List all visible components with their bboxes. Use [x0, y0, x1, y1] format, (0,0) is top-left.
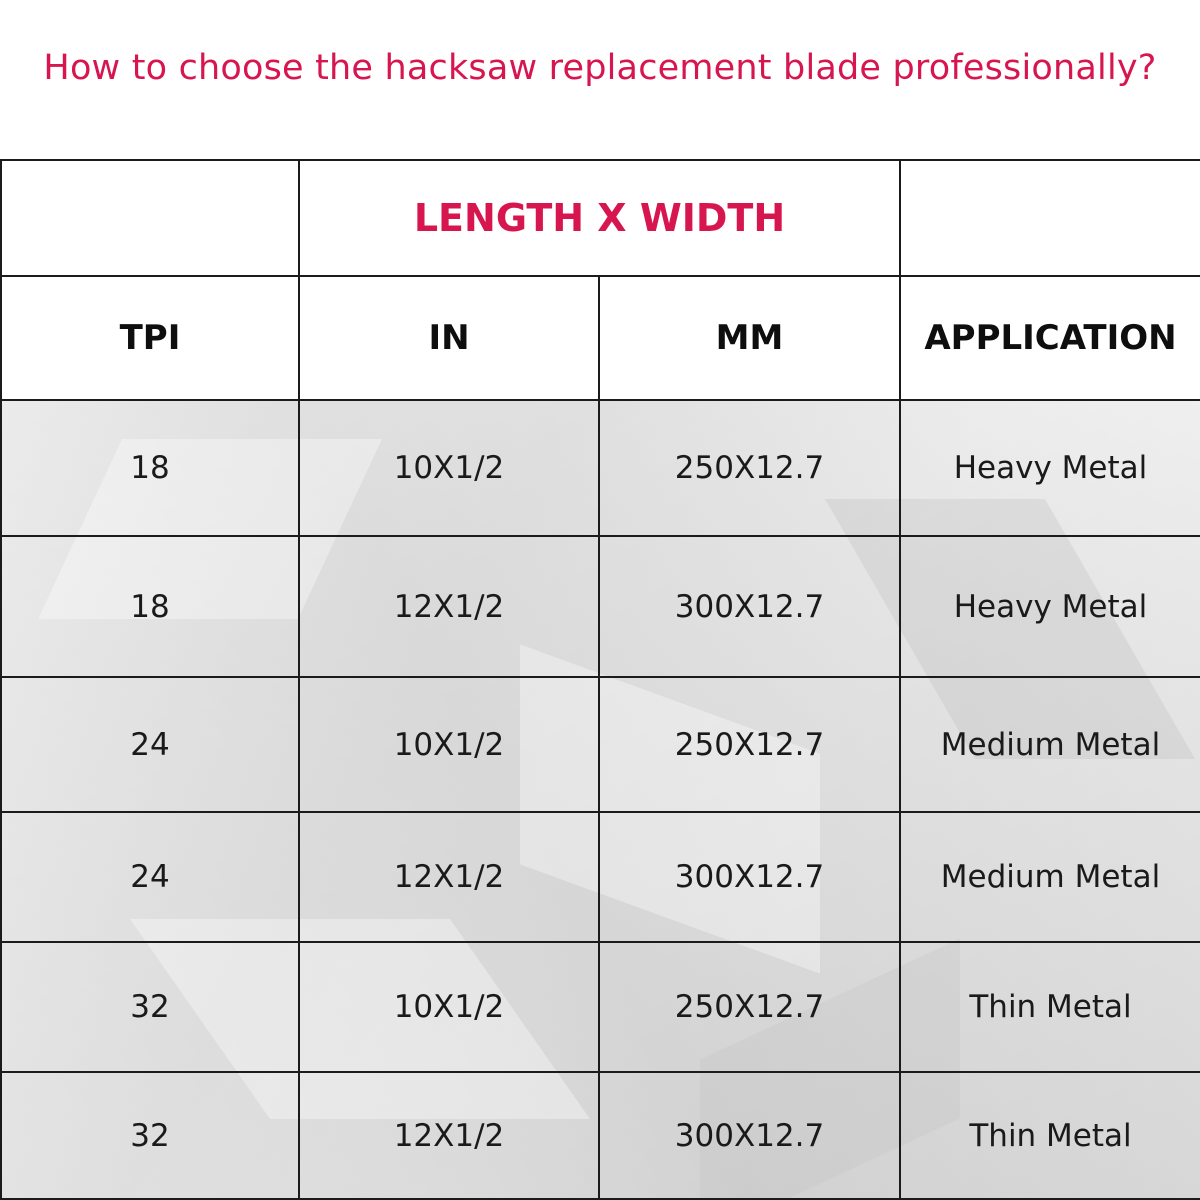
cell-in: 12X1/2 — [299, 1072, 599, 1199]
table-row — [1, 536, 1200, 677]
cell-application: Heavy Metal — [900, 536, 1200, 677]
cell-mm: 250X12.7 — [599, 942, 900, 1072]
column-header-row — [1, 276, 1200, 400]
cell-tpi: 24 — [1, 677, 299, 812]
cell-in: 10X1/2 — [299, 400, 599, 536]
cell-application: Thin Metal — [900, 942, 1200, 1072]
cell-application: Heavy Metal — [900, 400, 1200, 536]
cell-tpi: 32 — [1, 942, 299, 1072]
blade-spec-table — [0, 159, 1200, 1200]
cell-mm: 250X12.7 — [599, 677, 900, 812]
cell-mm: 250X12.7 — [599, 400, 900, 536]
table-row — [1, 942, 1200, 1072]
cell-tpi: 24 — [1, 812, 299, 942]
column-header-mm: MM — [599, 276, 900, 400]
column-header-application: APPLICATION — [900, 276, 1200, 400]
cell-in: 10X1/2 — [299, 942, 599, 1072]
table-row — [1, 812, 1200, 942]
column-header-in: IN — [299, 276, 599, 400]
cell-in: 12X1/2 — [299, 812, 599, 942]
table-row — [1, 400, 1200, 536]
cell-application: Medium Metal — [900, 677, 1200, 812]
group-header-empty-right — [900, 160, 1200, 276]
cell-application: Medium Metal — [900, 812, 1200, 942]
group-header-row — [1, 160, 1200, 276]
cell-application: Thin Metal — [900, 1072, 1200, 1199]
group-header-length-width: LENGTH X WIDTH — [299, 160, 900, 276]
blade-spec-table-wrapper — [0, 159, 1200, 1200]
table-row — [1, 677, 1200, 812]
table-row — [1, 1072, 1200, 1199]
cell-mm: 300X12.7 — [599, 536, 900, 677]
cell-tpi: 32 — [1, 1072, 299, 1199]
column-header-tpi: TPI — [1, 276, 299, 400]
cell-tpi: 18 — [1, 400, 299, 536]
cell-mm: 300X12.7 — [599, 1072, 900, 1199]
group-header-empty-left — [1, 160, 299, 276]
cell-in: 10X1/2 — [299, 677, 599, 812]
cell-in: 12X1/2 — [299, 536, 599, 677]
page-title: How to choose the hacksaw replacement blade professionally? — [43, 48, 1157, 88]
cell-tpi: 18 — [1, 536, 299, 677]
cell-mm: 300X12.7 — [599, 812, 900, 942]
